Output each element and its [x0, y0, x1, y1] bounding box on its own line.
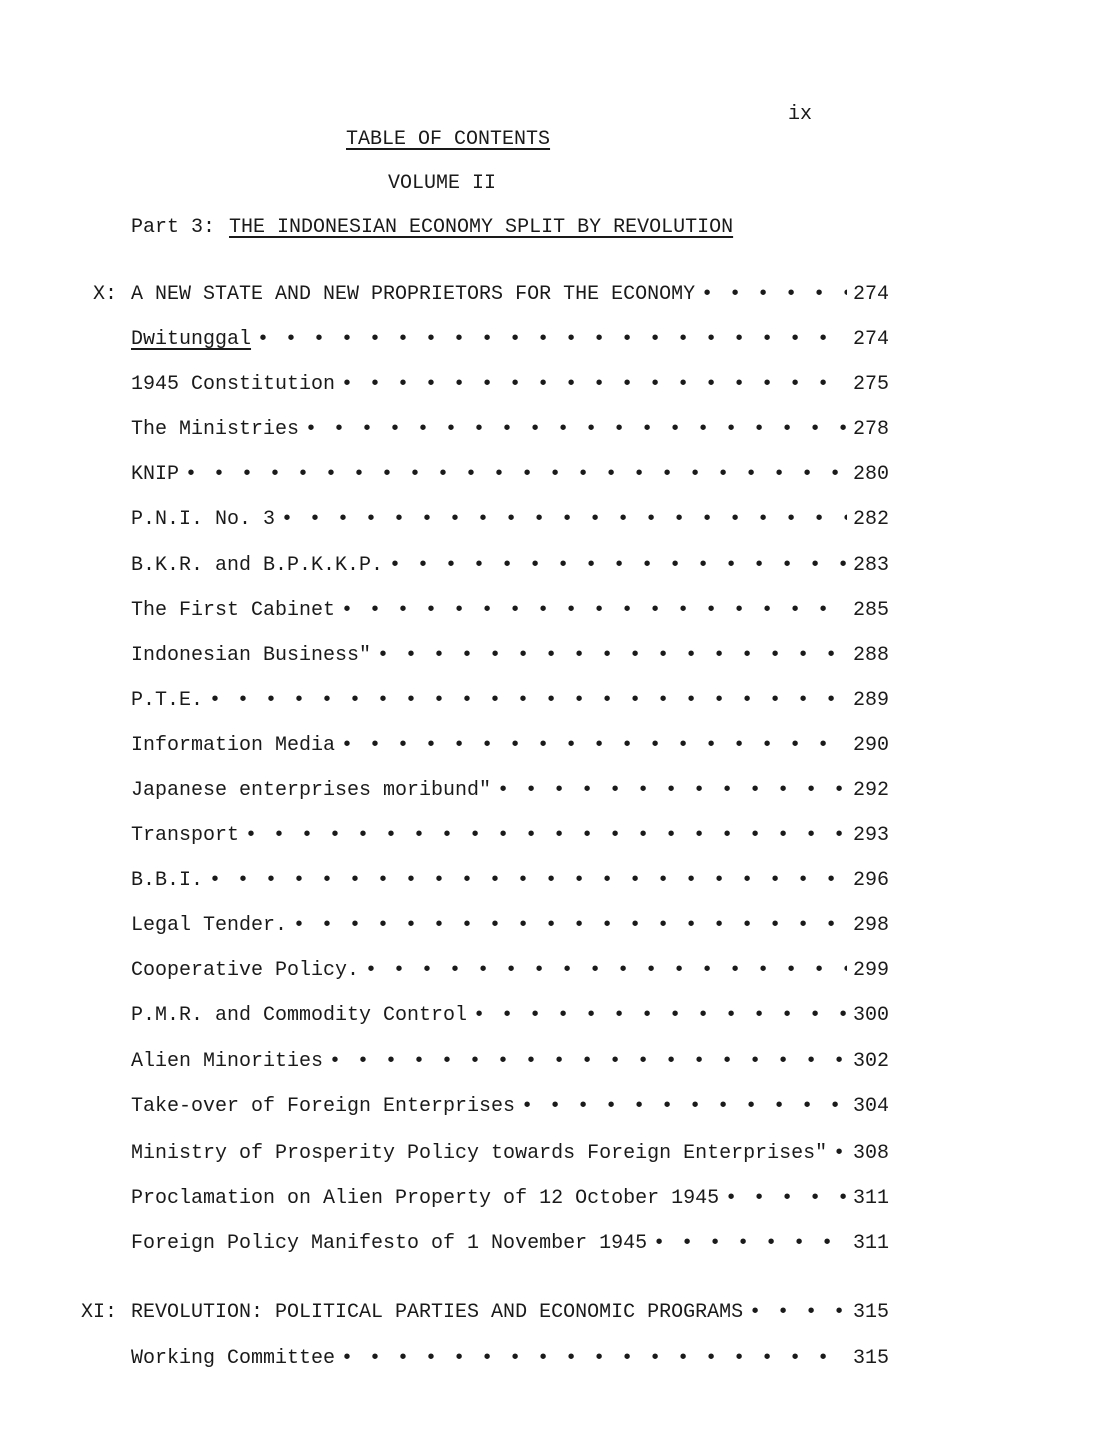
dot-leader	[521, 1095, 847, 1118]
entry-title: Indonesian Business"	[131, 644, 372, 667]
page-ref: 275	[852, 373, 889, 396]
entry-title: 1945 Constitution	[131, 373, 336, 396]
chapter-number: XI:	[80, 1301, 117, 1324]
entry-title: Japanese enterprises moribund"	[131, 779, 492, 802]
page-ref: 285	[852, 599, 889, 622]
page-ref: 292	[852, 779, 889, 802]
toc-entry[interactable]	[131, 959, 889, 985]
page-ref: 293	[852, 824, 889, 847]
page-ref: 274	[852, 328, 889, 351]
page-ref: 282	[852, 508, 889, 531]
dot-leader	[365, 959, 847, 982]
page-title: TABLE OF CONTENTS	[346, 128, 551, 151]
toc-entry[interactable]	[131, 1347, 889, 1373]
page-ref: 302	[852, 1050, 889, 1073]
page-ref: 298	[852, 914, 889, 937]
page-ref: 299	[852, 959, 889, 982]
dot-leader	[185, 463, 847, 486]
page-ref: 304	[852, 1095, 889, 1118]
dot-leader	[833, 1142, 847, 1165]
dot-leader	[281, 508, 847, 531]
part-heading	[131, 216, 733, 239]
toc-entry[interactable]	[131, 1142, 889, 1168]
dot-leader	[389, 554, 847, 577]
toc-entry[interactable]	[131, 644, 889, 670]
entry-title: P.M.R. and Commodity Control	[131, 1004, 468, 1027]
entry-title: Alien Minorities	[131, 1050, 324, 1073]
dot-leader	[473, 1004, 847, 1027]
entry-title: The First Cabinet	[131, 599, 336, 622]
part-label: Part 3:	[131, 216, 216, 239]
dot-leader	[341, 734, 847, 757]
dot-leader	[653, 1232, 847, 1255]
page-ref: 288	[852, 644, 889, 667]
page-ref: 296	[852, 869, 889, 892]
page-ref: 315	[852, 1301, 889, 1324]
page-ref: 308	[852, 1142, 889, 1165]
entry-title: Dwitunggal	[131, 328, 252, 351]
page-ref: 280	[852, 463, 889, 486]
entry-title: The Ministries	[131, 418, 300, 441]
entry-title: Take-over of Foreign Enterprises	[131, 1095, 516, 1118]
dot-leader	[497, 779, 847, 802]
part-title: THE INDONESIAN ECONOMY SPLIT BY REVOLUTION	[229, 216, 734, 239]
toc-chapter[interactable]	[92, 283, 889, 309]
toc-entry[interactable]	[131, 599, 889, 625]
page-ref: 289	[852, 689, 889, 712]
toc-entry[interactable]	[131, 328, 889, 354]
toc-entry[interactable]	[131, 508, 889, 534]
dot-leader	[245, 824, 847, 847]
dot-leader	[725, 1187, 847, 1210]
toc-entry[interactable]	[131, 1004, 889, 1030]
dot-leader	[305, 418, 847, 441]
dot-leader	[209, 869, 847, 892]
page-ref: 311	[852, 1187, 889, 1210]
toc-chapter[interactable]	[80, 1301, 889, 1327]
toc-entry[interactable]	[131, 418, 889, 444]
volume-heading: VOLUME II	[388, 172, 497, 195]
toc-entry[interactable]	[131, 824, 889, 850]
page-ref: 290	[852, 734, 889, 757]
toc-entry[interactable]	[131, 554, 889, 580]
entry-title: Foreign Policy Manifesto of 1 November 1945	[131, 1232, 648, 1255]
dot-leader	[341, 373, 847, 396]
dot-leader	[749, 1301, 847, 1324]
entry-title: Working Committee	[131, 1347, 336, 1370]
toc-entry[interactable]	[131, 734, 889, 760]
dot-leader	[209, 689, 847, 712]
entry-title: Information Media	[131, 734, 336, 757]
entry-title: P.N.I. No. 3	[131, 508, 276, 531]
toc-entry[interactable]	[131, 779, 889, 805]
toc-entry[interactable]	[131, 914, 889, 940]
entry-title: B.K.R. and B.P.K.K.P.	[131, 554, 384, 577]
toc-entry[interactable]	[131, 1187, 889, 1213]
toc-entry[interactable]	[131, 373, 889, 399]
dot-leader	[377, 644, 847, 667]
dot-leader	[257, 328, 847, 351]
entry-title: Cooperative Policy.	[131, 959, 360, 982]
dot-leader	[293, 914, 847, 937]
page-ref: 315	[852, 1347, 889, 1370]
chapter-title: A NEW STATE AND NEW PROPRIETORS FOR THE ECONOMY	[131, 283, 696, 306]
dot-leader	[341, 599, 847, 622]
entry-title: Proclamation on Alien Property of 12 October 1945	[131, 1187, 720, 1210]
page-ref: 311	[852, 1232, 889, 1255]
page-ref: 274	[852, 283, 889, 306]
toc-entry[interactable]	[131, 869, 889, 895]
dot-leader	[329, 1050, 847, 1073]
toc-entry[interactable]	[131, 1050, 889, 1076]
dot-leader	[341, 1347, 847, 1370]
toc-entry[interactable]	[131, 1095, 889, 1121]
dot-leader	[701, 283, 847, 306]
toc-entry[interactable]	[131, 689, 889, 715]
entry-title: KNIP	[131, 463, 180, 486]
page-number: ix	[788, 103, 813, 126]
entry-title: P.T.E.	[131, 689, 204, 712]
entry-title: B.B.I.	[131, 869, 204, 892]
entry-title: Transport	[131, 824, 240, 847]
toc-entry[interactable]	[131, 463, 889, 489]
toc-entry[interactable]	[131, 1232, 889, 1258]
chapter-title: REVOLUTION: POLITICAL PARTIES AND ECONOMIC PROGRAMS	[131, 1301, 744, 1324]
entry-title: Ministry of Prosperity Policy towards Foreign Enterprises"	[131, 1142, 828, 1165]
page-ref: 278	[852, 418, 889, 441]
entry-title: Legal Tender.	[131, 914, 288, 937]
chapter-number: X:	[92, 283, 117, 306]
page-ref: 300	[852, 1004, 889, 1027]
page-ref: 283	[852, 554, 889, 577]
